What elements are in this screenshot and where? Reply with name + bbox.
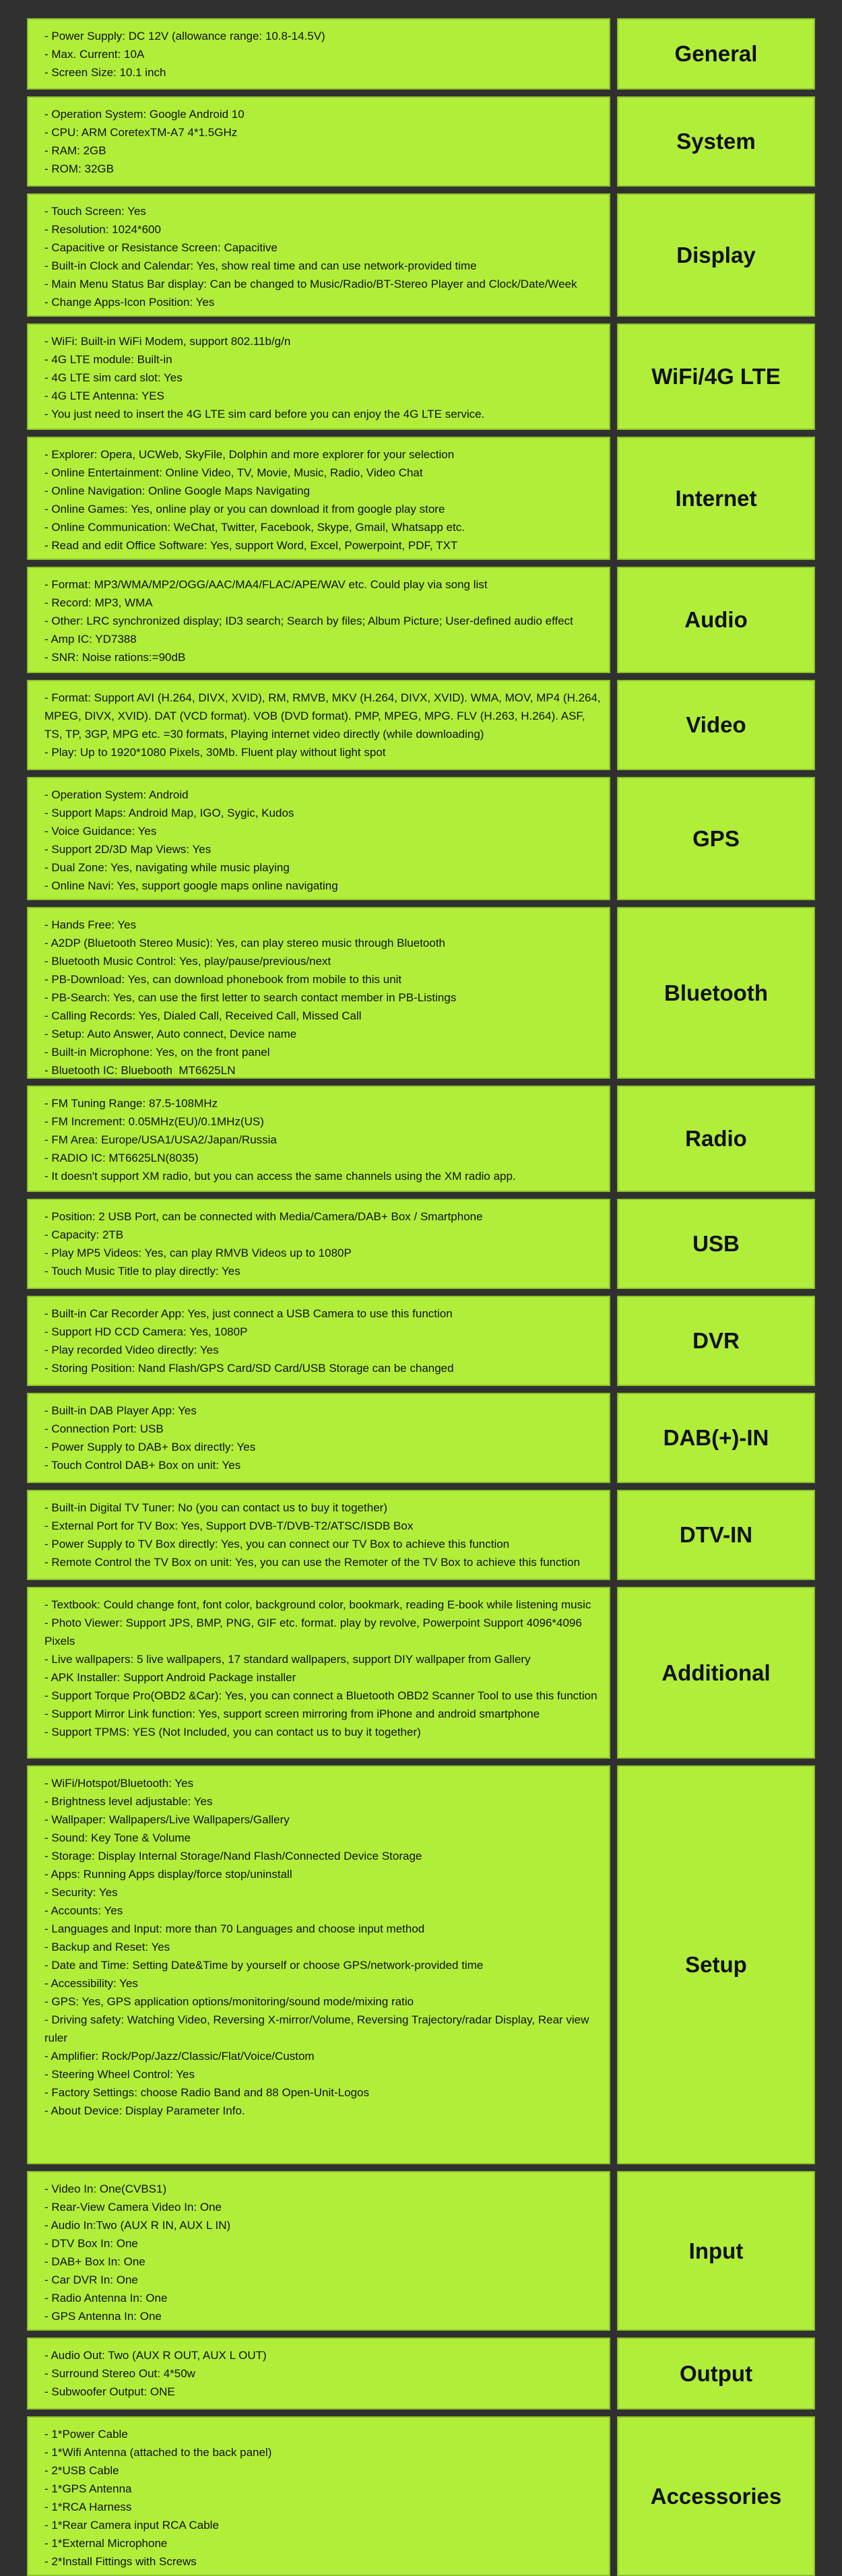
spec-line: - Dual Zone: Yes, navigating while music playing [44,861,290,874]
spec-line: - Voice Guidance: Yes [44,825,157,838]
spec-line: - A2DP (Bluetooth Stereo Music): Yes, can play stereo music through Bluetooth [44,937,446,949]
spec-line: - Calling Records: Yes, Dialed Call, Received Call, Missed Call [44,1009,362,1022]
spec-line: - Rear-View Camera Video In: One [44,2201,222,2213]
spec-section [27,1086,815,1192]
spec-details [27,1765,610,2164]
spec-line: - Surround Stereo Out: 4*50w [44,2367,195,2380]
spec-list [44,1207,601,1280]
spec-details [27,1587,610,1759]
spec-line: - Security: Yes [44,1886,118,1899]
spec-list [44,1596,601,1741]
spec-line: - CPU: ARM CoretexTM-A7 4*1.5GHz [44,126,238,139]
spec-line: - About Device: Display Parameter Info. [44,2104,245,2117]
spec-details [27,1296,610,1386]
spec-line: - GPS Antenna In: One [44,2310,162,2323]
spec-section [27,1199,815,1289]
spec-line: - FM Increment: 0.05MHz(EU)/0.1MHz(US) [44,1115,264,1128]
spec-line: - 1*Rear Camera input RCA Cable [44,2519,219,2532]
spec-section [27,1490,815,1580]
spec-section [27,907,815,1079]
spec-category-title: Accessories [650,2483,782,2509]
spec-line: - WiFi/Hotspot/Bluetooth: Yes [44,1777,194,1790]
spec-line: - Photo Viewer: Support JPS, BMP, PNG, GIF etc. format. play by revolve, Powerpoint Support 4096*4096 Pixels [44,1616,585,1647]
spec-line: - Change Apps-Icon Position: Yes [44,296,215,309]
spec-line: - Apps: Running Apps display/force stop/uninstall [44,1868,292,1881]
spec-line: - Built-in Clock and Calendar: Yes, show real time and can use network-provided time [44,259,477,272]
spec-line: - Audio Out: Two (AUX R OUT, AUX L OUT) [44,2349,267,2362]
spec-details [27,2416,610,2576]
spec-line: - Max. Current: 10A [44,48,145,61]
spec-category-title: Radio [685,1126,747,1151]
spec-category [617,907,815,1079]
spec-category [617,2337,815,2410]
spec-list [44,1402,601,1474]
spec-category [617,193,815,317]
spec-line: - RAM: 2GB [44,144,106,157]
spec-details [27,2171,610,2331]
spec-category-title: WiFi/4G LTE [651,364,781,389]
spec-line: - Setup: Auto Answer, Auto connect, Device name [44,1028,297,1040]
spec-line: - Power Supply to DAB+ Box directly: Yes [44,1441,256,1453]
spec-line: - External Port for TV Box: Yes, Support DVB-T/DVB-T2/ATSC/ISDB Box [44,1519,414,1532]
spec-category-title: Output [679,2360,753,2386]
spec-list [44,105,601,178]
spec-line: - Touch Control DAB+ Box on unit: Yes [44,1459,241,1472]
spec-line: - Hands Free: Yes [44,918,137,931]
spec-line: - Connection Port: USB [44,1422,164,1435]
spec-line: - 4G LTE sim card slot: Yes [44,371,183,384]
spec-line: - Brightness level adjustable: Yes [44,1795,213,1808]
spec-list [44,1305,601,1377]
spec-line: - Record: MP3, WMA [44,596,153,609]
spec-line: - Support HD CCD Camera: Yes, 1080P [44,1325,248,1338]
spec-line: - Bluetooth IC: Bluebooth MT6625LN [44,1064,236,1077]
spec-section [27,193,815,317]
spec-line: - APK Installer: Support Android Package installer [44,1671,296,1684]
spec-line: - Play MP5 Videos: Yes, can play RMVB Videos up to 1080P [44,1247,352,1259]
spec-details [27,1490,610,1580]
spec-line: - Video In: One(CVBS1) [44,2182,167,2195]
spec-line: - 1*Wifi Antenna (attached to the back panel) [44,2446,272,2459]
spec-section [27,680,815,770]
spec-line: - 1*Power Cable [44,2428,128,2441]
spec-line: - Format: MP3/WMA/MP2/OGG/AAC/MA4/FLAC/APE/WAV etc. Could play via song list [44,578,488,591]
spec-category-title: Bluetooth [664,980,768,1005]
spec-list [44,575,601,666]
spec-line: - Touch Music Title to play directly: Yes [44,1265,240,1278]
spec-list [44,2425,601,2571]
spec-line: - Live wallpapers: 5 live wallpapers, 17 standard wallpapers, support DIY wallpaper from Gallery [44,1653,531,1666]
spec-line: - Screen Size: 10.1 inch [44,66,166,79]
spec-line: - PB-Download: Yes, can download phonebook from mobile to this unit [44,973,402,986]
spec-category-title: GPS [692,825,740,851]
spec-line: - Support Torque Pro(OBD2 &Car): Yes, you can connect a Bluetooth OBD2 Scanner Tool to use this function [44,1689,597,1702]
spec-line: - 1*External Microphone [44,2537,168,2550]
spec-line: - 1*RCA Harness [44,2501,132,2513]
spec-line: - DTV Box In: One [44,2237,138,2250]
spec-line: - 2*USB Cable [44,2464,119,2477]
spec-line: - FM Area: Europe/USA1/USA2/Japan/Russia [44,1133,277,1146]
spec-section [27,777,815,900]
spec-section [27,2171,815,2331]
spec-list [44,332,601,423]
spec-section [27,96,815,187]
spec-category-title: Video [686,712,746,737]
spec-list [44,445,601,555]
spec-category [617,777,815,900]
spec-details [27,567,610,673]
spec-list [44,2346,601,2401]
spec-line: - Car DVR In: One [44,2273,138,2286]
spec-line: - 4G LTE module: Built-in [44,353,172,366]
spec-line: - Remote Control the TV Box on unit: Yes, you can use the Remoter of the TV Box to achieve this function [44,1556,581,1569]
spec-details [27,193,610,317]
spec-line: - PB-Search: Yes, can use the first letter to search contact member in PB-Listings [44,991,457,1004]
spec-section [27,1296,815,1386]
spec-category-title: Setup [685,1952,747,1977]
spec-line: - Play recorded Video directly: Yes [44,1344,219,1356]
spec-list [44,786,601,895]
spec-line: - Online Communication: WeChat, Twitter, Facebook, Skype, Gmail, Whatsapp etc. [44,521,465,534]
spec-line: - RADIO IC: MT6625LN(8035) [44,1152,199,1164]
spec-line: - SNR: Noise rations:=90dB [44,651,186,664]
spec-line: - GPS: Yes, GPS application options/monitoring/sound mode/mixing ratio [44,1995,414,2008]
spec-category [617,2416,815,2576]
spec-line: - Built-in DAB Player App: Yes [44,1404,197,1417]
spec-line: - Play: Up to 1920*1080 Pixels, 30Mb. Fluent play without light spot [44,746,386,759]
spec-category [617,1086,815,1192]
spec-section [27,567,815,673]
spec-line: - Factory Settings: choose Radio Band and 88 Open-Unit-Logos [44,2086,369,2099]
spec-line: - You just need to insert the 4G LTE sim card before you can enjoy the 4G LTE service. [44,408,485,420]
spec-section [27,1587,815,1759]
spec-list [44,916,601,1079]
spec-line: - FM Tuning Range: 87.5-108MHz [44,1097,218,1110]
spec-category [617,567,815,673]
spec-details [27,1393,610,1483]
spec-category-title: General [674,41,758,66]
spec-line: - Driving safety: Watching Video, Reversing X-mirror/Volume, Reversing Trajectory/radar Display, Rear view ruler [44,2013,593,2044]
spec-category [617,680,815,770]
spec-category-title: Audio [684,607,748,632]
spec-line: - Resolution: 1024*600 [44,223,161,236]
spec-category-title: USB [692,1231,740,1256]
spec-line: - Audio In:Two (AUX R IN, AUX L IN) [44,2219,231,2232]
spec-line: - Steering Wheel Control: Yes [44,2068,195,2081]
spec-details [27,1086,610,1192]
spec-category-title: DAB(+)-IN [663,1425,769,1450]
spec-list [44,1094,601,1185]
spec-line: - 1*GPS Antenna [44,2482,132,2495]
spec-line: - Built-in Digital TV Tuner: No (you can contact us to buy it together) [44,1501,387,1514]
spec-table [27,18,815,2576]
spec-line: - Position: 2 USB Port, can be connected with Media/Camera/DAB+ Box / Smartphone [44,1210,483,1223]
spec-category [617,2171,815,2331]
spec-section [27,2416,815,2576]
spec-line: - Languages and Input: more than 70 Languages and choose input method [44,1922,425,1935]
spec-line: - Radio Antenna In: One [44,2292,168,2304]
spec-section [27,437,815,560]
spec-line: - Amplifier: Rock/Pop/Jazz/Classic/Flat/Voice/Custom [44,2050,315,2063]
spec-details [27,96,610,187]
spec-line: - Date and Time: Setting Date&Time by yourself or choose GPS/network-provided time [44,1959,484,1972]
spec-details [27,1199,610,1289]
spec-line: - Subwoofer Output: ONE [44,2385,175,2398]
spec-category [617,1587,815,1759]
spec-list [44,689,604,761]
spec-line: - Storage: Display Internal Storage/Nand Flash/Connected Device Storage [44,1850,422,1862]
spec-line: - 4G LTE Antenna: YES [44,389,164,402]
spec-category [617,1393,815,1483]
spec-line: - ROM: 32GB [44,162,114,175]
spec-line: - 2*Install Fittings with Screws [44,2555,197,2568]
spec-details [27,680,610,770]
spec-line: - Touch Screen: Yes [44,205,146,218]
spec-category [617,1199,815,1289]
spec-line: - Online Navigation: Online Google Maps Navigating [44,484,311,497]
spec-line: - Textbook: Could change font, font color, background color, bookmark, reading E-book while listening music [44,1598,591,1611]
spec-section [27,1765,815,2164]
spec-line: - Wallpaper: Wallpapers/Live Wallpapers/Gallery [44,1813,290,1826]
spec-category [617,1296,815,1386]
spec-line: - Operation System: Google Android 10 [44,108,245,121]
spec-category-title: System [676,129,756,154]
spec-list [44,2180,601,2325]
spec-category-title: Display [676,242,756,268]
spec-category [617,323,815,430]
spec-line: - Read and edit Office Software: Yes, support Word, Excel, Powerpoint, PDF, TXT [44,539,458,552]
spec-details [27,323,610,430]
spec-category-title: Internet [675,485,757,511]
spec-line: - Explorer: Opera, UCWeb, SkyFile, Dolphin and more explorer for your selection [44,448,455,461]
spec-line: - Operation System: Android [44,788,189,801]
spec-line: - Power Supply to TV Box directly: Yes, you can connect our TV Box to achieve this function [44,1538,510,1550]
spec-line: - Other: LRC synchronized display; ID3 search; Search by files; Album Picture; User-defined audio effect [44,615,573,627]
spec-line: - It doesn't support XM radio, but you can access the same channels using the XM radio app. [44,1170,516,1183]
spec-line: - Amp IC: YD7388 [44,633,137,646]
spec-section [27,18,815,90]
spec-line: - Built-in Microphone: Yes, on the front panel [44,1046,270,1059]
spec-section [27,323,815,430]
spec-details [27,18,610,90]
spec-line: - DAB+ Box In: One [44,2255,145,2268]
spec-line: - Built-in Car Recorder App: Yes, just connect a USB Camera to use this function [44,1307,453,1320]
spec-line: - Format: Support AVI (H.264, DIVX, XVID), RM, RMVB, MKV (H.264, DIVX, XVID). WMA, MOV, MP4 (H.264, MPEG, DIVX, XVID). DAT (VCD format). VOB (DVD format). PMP, MPEG, MPG. FLV (H.263, H.264). ASF, TS, TP, 3GP, MPG etc. =30 formats, Playing internet video directly (while downloading) [44,691,604,741]
spec-line: - Bluetooth Music Control: Yes, play/pause/previous/next [44,955,331,968]
spec-list [44,1774,601,2120]
spec-category [617,96,815,187]
spec-category [617,1765,815,2164]
spec-category [617,1490,815,1580]
spec-line: - Capacity: 2TB [44,1228,124,1241]
spec-line: - Online Entertainment: Online Video, TV, Movie, Music, Radio, Video Chat [44,466,423,479]
spec-line: - Support TPMS: YES (Not Included, you can contact us to buy it together) [44,1726,421,1738]
spec-line: - Sound: Key Tone & Volume [44,1831,191,1844]
spec-line: - Online Games: Yes, online play or you can download it from google play store [44,503,445,515]
spec-category-title: Additional [661,1660,771,1685]
spec-category-title: Input [688,2238,744,2263]
spec-details [27,2337,610,2410]
spec-details [27,437,610,560]
spec-list [44,27,601,82]
spec-line: - Capacitive or Resistance Screen: Capacitive [44,241,278,254]
spec-section [27,1393,815,1483]
spec-details [27,907,610,1079]
spec-line: - WiFi: Built-in WiFi Modem, support 802.11b/g/n [44,335,291,348]
spec-line: - Accessibility: Yes [44,1977,138,1990]
spec-line: - Support 2D/3D Map Views: Yes [44,843,212,856]
spec-line: - Power Supply: DC 12V (allowance range: 10.8-14.5V) [44,30,325,42]
spec-line: - Main Menu Status Bar display: Can be changed to Music/Radio/BT-Stereo Player and Clock/Date/Week [44,278,577,290]
spec-list [44,202,601,311]
spec-category-title: DVR [692,1328,740,1353]
spec-list [44,1499,601,1571]
spec-line: - Support Maps: Android Map, IGO, Sygic, Kudos [44,807,294,819]
spec-line: - Storing Position: Nand Flash/GPS Card/SD Card/USB Storage can be changed [44,1362,454,1375]
spec-line: - Accounts: Yes [44,1904,123,1917]
spec-category [617,18,815,90]
spec-category-title: DTV-IN [679,1522,753,1547]
spec-line: - Support Mirror Link function: Yes, support screen mirroring from iPhone and android smartphone [44,1707,540,1720]
spec-category [617,437,815,560]
spec-line: - Backup and Reset: Yes [44,1941,170,1953]
spec-line: - Online Navi: Yes, support google maps online navigating [44,879,338,892]
spec-details [27,777,610,900]
spec-section [27,2337,815,2410]
